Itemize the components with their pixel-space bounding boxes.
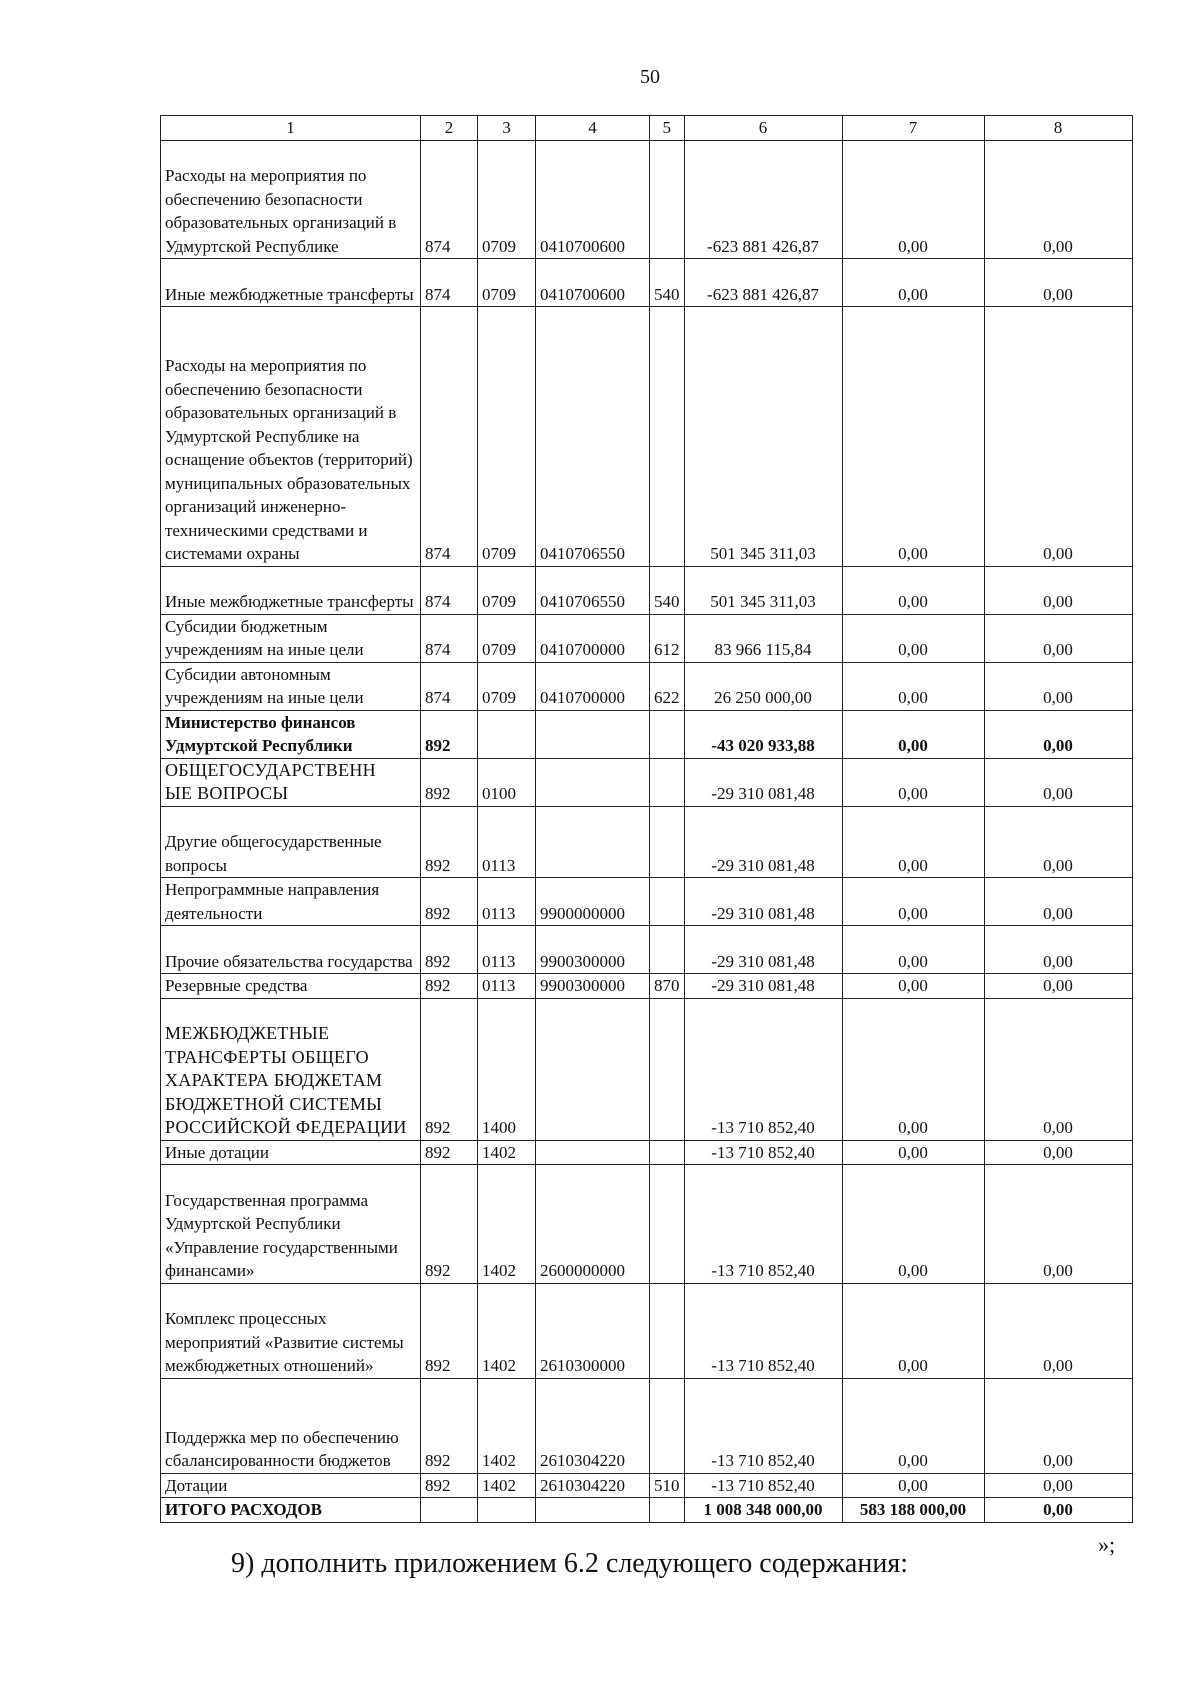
instruction-text: 9) дополнить приложением 6.2 следующего содержания: xyxy=(231,1548,908,1579)
row-label: Поддержка мер по обеспечению сбалансированности бюджетов xyxy=(161,1378,421,1473)
ministry-code: 874 xyxy=(421,307,478,567)
section-code: 0100 xyxy=(478,758,536,806)
amount-col-7: 583 188 000,00 xyxy=(842,1498,984,1523)
section-code: 1400 xyxy=(478,998,536,1140)
ministry-code: 892 xyxy=(421,878,478,926)
ministry-code: 874 xyxy=(421,566,478,614)
page-number: 50 xyxy=(640,66,660,88)
target-article-code: 2610300000 xyxy=(536,1283,650,1378)
amount-col-7: 0,00 xyxy=(842,998,984,1140)
section-code xyxy=(478,1498,536,1523)
row-label: Расходы на мероприятия по обеспечению безопасности образовательных организаций в Удмуртской Республике на оснащение объектов (территорий) муниципальных образовательных организаций инженерно-техническими средствами и системами охраны xyxy=(161,307,421,567)
ministry-code: 892 xyxy=(421,1283,478,1378)
row-label: Иные дотации xyxy=(161,1140,421,1165)
row-label: МЕЖБЮДЖЕТНЫЕ ТРАНСФЕРТЫ ОБЩЕГО ХАРАКТЕРА БЮДЖЕТАМ БЮДЖЕТНОЙ СИСТЕМЫ РОССИЙСКОЙ ФЕДЕРАЦИИ xyxy=(161,998,421,1140)
amount-col-8: 0,00 xyxy=(984,1378,1132,1473)
row-label: Субсидии автономным учреждениям на иные цели xyxy=(161,662,421,710)
ministry-code: 892 xyxy=(421,806,478,878)
column-header: 1 xyxy=(161,116,421,141)
table-row xyxy=(161,662,1133,710)
ministry-code: 892 xyxy=(421,926,478,974)
expense-type-code xyxy=(650,758,685,806)
table-row xyxy=(161,140,1133,259)
amount-col-7: 0,00 xyxy=(842,1473,984,1498)
table-row xyxy=(161,1378,1133,1473)
expense-type-code: 622 xyxy=(650,662,685,710)
table-row xyxy=(161,1498,1133,1523)
target-article-code: 0410700600 xyxy=(536,259,650,307)
table-row xyxy=(161,998,1133,1140)
amount-col-8: 0,00 xyxy=(984,710,1132,758)
row-label: Иные межбюджетные трансферты xyxy=(161,259,421,307)
expense-type-code: 540 xyxy=(650,259,685,307)
amount-col-7: 0,00 xyxy=(842,710,984,758)
target-article-code xyxy=(536,1140,650,1165)
row-label: Субсидии бюджетным учреждениям на иные цели xyxy=(161,614,421,662)
section-code: 0113 xyxy=(478,974,536,999)
amount-col-6: -13 710 852,40 xyxy=(684,1378,842,1473)
section-code: 0709 xyxy=(478,140,536,259)
row-label: Резервные средства xyxy=(161,974,421,999)
amount-col-8: 0,00 xyxy=(984,662,1132,710)
amount-col-7: 0,00 xyxy=(842,1378,984,1473)
table-row xyxy=(161,566,1133,614)
table-row xyxy=(161,926,1133,974)
row-label: Другие общегосударственные вопросы xyxy=(161,806,421,878)
target-article-code xyxy=(536,758,650,806)
target-article-code: 0410700600 xyxy=(536,140,650,259)
ministry-code: 892 xyxy=(421,1140,478,1165)
column-header: 7 xyxy=(842,116,984,141)
section-code: 1402 xyxy=(478,1140,536,1165)
amount-col-8: 0,00 xyxy=(984,1473,1132,1498)
section-code: 0709 xyxy=(478,259,536,307)
ministry-code: 892 xyxy=(421,998,478,1140)
section-code: 0709 xyxy=(478,307,536,567)
amount-col-7: 0,00 xyxy=(842,758,984,806)
ministry-code: 874 xyxy=(421,662,478,710)
amount-col-7: 0,00 xyxy=(842,259,984,307)
section-code: 1402 xyxy=(478,1473,536,1498)
section-code: 1402 xyxy=(478,1165,536,1284)
amount-col-8: 0,00 xyxy=(984,758,1132,806)
table-row xyxy=(161,614,1133,662)
expense-type-code: 612 xyxy=(650,614,685,662)
amount-col-8: 0,00 xyxy=(984,974,1132,999)
amount-col-8: 0,00 xyxy=(984,566,1132,614)
target-article-code: 2610304220 xyxy=(536,1378,650,1473)
row-label: Дотации xyxy=(161,1473,421,1498)
amount-col-8: 0,00 xyxy=(984,998,1132,1140)
expense-type-code: 510 xyxy=(650,1473,685,1498)
amount-col-6: -623 881 426,87 xyxy=(684,259,842,307)
target-article-code: 2610304220 xyxy=(536,1473,650,1498)
amount-col-6: -623 881 426,87 xyxy=(684,140,842,259)
ministry-code xyxy=(421,1498,478,1523)
expense-type-code xyxy=(650,998,685,1140)
target-article-code xyxy=(536,710,650,758)
amount-col-6: -43 020 933,88 xyxy=(684,710,842,758)
target-article-code xyxy=(536,1498,650,1523)
expense-type-code xyxy=(650,140,685,259)
table-row xyxy=(161,710,1133,758)
amount-col-8: 0,00 xyxy=(984,259,1132,307)
amount-col-7: 0,00 xyxy=(842,140,984,259)
target-article-code: 0410700000 xyxy=(536,614,650,662)
expense-type-code xyxy=(650,926,685,974)
section-code: 1402 xyxy=(478,1378,536,1473)
amount-col-6: -13 710 852,40 xyxy=(684,1473,842,1498)
column-header: 3 xyxy=(478,116,536,141)
target-article-code: 9900000000 xyxy=(536,878,650,926)
column-header: 5 xyxy=(650,116,685,141)
target-article-code: 0410706550 xyxy=(536,307,650,567)
row-label: Министерство финансов Удмуртской Республики xyxy=(161,710,421,758)
ministry-code: 892 xyxy=(421,758,478,806)
expense-type-code: 540 xyxy=(650,566,685,614)
row-label: Непрограммные направления деятельности xyxy=(161,878,421,926)
expense-type-code xyxy=(650,1498,685,1523)
ministry-code: 874 xyxy=(421,614,478,662)
budget-table xyxy=(160,115,1133,1523)
expense-type-code xyxy=(650,1283,685,1378)
target-article-code: 9900300000 xyxy=(536,926,650,974)
row-label: Комплекс процессных мероприятий «Развитие системы межбюджетных отношений» xyxy=(161,1283,421,1378)
amount-col-7: 0,00 xyxy=(842,614,984,662)
amount-col-6: 1 008 348 000,00 xyxy=(684,1498,842,1523)
target-article-code: 9900300000 xyxy=(536,974,650,999)
table-row xyxy=(161,1165,1133,1284)
ministry-code: 892 xyxy=(421,710,478,758)
amount-col-8: 0,00 xyxy=(984,926,1132,974)
closing-quote-mark: »; xyxy=(1098,1532,1116,1557)
expense-type-code xyxy=(650,1140,685,1165)
target-article-code: 0410706550 xyxy=(536,566,650,614)
amount-col-8: 0,00 xyxy=(984,1283,1132,1378)
amount-col-6: -13 710 852,40 xyxy=(684,1140,842,1165)
expense-type-code: 870 xyxy=(650,974,685,999)
section-code xyxy=(478,710,536,758)
row-label: Иные межбюджетные трансферты xyxy=(161,566,421,614)
amount-col-7: 0,00 xyxy=(842,1283,984,1378)
amount-col-7: 0,00 xyxy=(842,974,984,999)
table-row xyxy=(161,259,1133,307)
table-row xyxy=(161,307,1133,567)
amount-col-8: 0,00 xyxy=(984,1140,1132,1165)
ministry-code: 874 xyxy=(421,140,478,259)
expense-type-code xyxy=(650,878,685,926)
amount-col-7: 0,00 xyxy=(842,926,984,974)
amount-col-8: 0,00 xyxy=(984,1165,1132,1284)
section-code: 0709 xyxy=(478,566,536,614)
ministry-code: 874 xyxy=(421,259,478,307)
amount-col-6: 26 250 000,00 xyxy=(684,662,842,710)
amount-col-8: 0,00 xyxy=(984,614,1132,662)
ministry-code: 892 xyxy=(421,1378,478,1473)
column-header: 8 xyxy=(984,116,1132,141)
expense-type-code xyxy=(650,1378,685,1473)
section-code: 0709 xyxy=(478,662,536,710)
amount-col-6: -29 310 081,48 xyxy=(684,806,842,878)
expense-type-code xyxy=(650,307,685,567)
amount-col-6: 501 345 311,03 xyxy=(684,307,842,567)
column-header: 6 xyxy=(684,116,842,141)
amount-col-8: 0,00 xyxy=(984,878,1132,926)
ministry-code: 892 xyxy=(421,974,478,999)
amount-col-7: 0,00 xyxy=(842,566,984,614)
amount-col-7: 0,00 xyxy=(842,1165,984,1284)
amount-col-8: 0,00 xyxy=(984,307,1132,567)
column-header: 4 xyxy=(536,116,650,141)
row-label: Государственная программа Удмуртской Республики «Управление государственными финансами» xyxy=(161,1165,421,1284)
table-header-row xyxy=(161,116,1133,141)
table-row xyxy=(161,1283,1133,1378)
amount-col-6: -29 310 081,48 xyxy=(684,926,842,974)
amount-col-6: -29 310 081,48 xyxy=(684,758,842,806)
table-row xyxy=(161,1140,1133,1165)
amount-col-7: 0,00 xyxy=(842,1140,984,1165)
column-header: 2 xyxy=(421,116,478,141)
row-label: ОБЩЕГОСУДАРСТВЕНН ЫЕ ВОПРОСЫ xyxy=(161,758,421,806)
row-label: ИТОГО РАСХОДОВ xyxy=(161,1498,421,1523)
expense-type-code xyxy=(650,710,685,758)
table-row xyxy=(161,758,1133,806)
expense-type-code xyxy=(650,806,685,878)
section-code: 0709 xyxy=(478,614,536,662)
amount-col-6: 501 345 311,03 xyxy=(684,566,842,614)
amount-col-6: -29 310 081,48 xyxy=(684,974,842,999)
amount-col-8: 0,00 xyxy=(984,140,1132,259)
table-row xyxy=(161,1473,1133,1498)
section-code: 0113 xyxy=(478,926,536,974)
ministry-code: 892 xyxy=(421,1473,478,1498)
table-row xyxy=(161,878,1133,926)
row-label: Расходы на мероприятия по обеспечению безопасности образовательных организаций в Удмуртской Республике xyxy=(161,140,421,259)
target-article-code: 2600000000 xyxy=(536,1165,650,1284)
amount-col-7: 0,00 xyxy=(842,806,984,878)
target-article-code xyxy=(536,998,650,1140)
amount-col-7: 0,00 xyxy=(842,878,984,926)
amount-col-7: 0,00 xyxy=(842,662,984,710)
amount-col-6: -29 310 081,48 xyxy=(684,878,842,926)
section-code: 1402 xyxy=(478,1283,536,1378)
amount-col-8: 0,00 xyxy=(984,806,1132,878)
section-code: 0113 xyxy=(478,806,536,878)
row-label: Прочие обязательства государства xyxy=(161,926,421,974)
amount-col-6: -13 710 852,40 xyxy=(684,1165,842,1284)
ministry-code: 892 xyxy=(421,1165,478,1284)
amount-col-6: 83 966 115,84 xyxy=(684,614,842,662)
table-row xyxy=(161,806,1133,878)
amount-col-6: -13 710 852,40 xyxy=(684,998,842,1140)
target-article-code xyxy=(536,806,650,878)
section-code: 0113 xyxy=(478,878,536,926)
expense-type-code xyxy=(650,1165,685,1284)
amount-col-8: 0,00 xyxy=(984,1498,1132,1523)
amount-col-6: -13 710 852,40 xyxy=(684,1283,842,1378)
target-article-code: 0410700000 xyxy=(536,662,650,710)
amount-col-7: 0,00 xyxy=(842,307,984,567)
table-row xyxy=(161,974,1133,999)
